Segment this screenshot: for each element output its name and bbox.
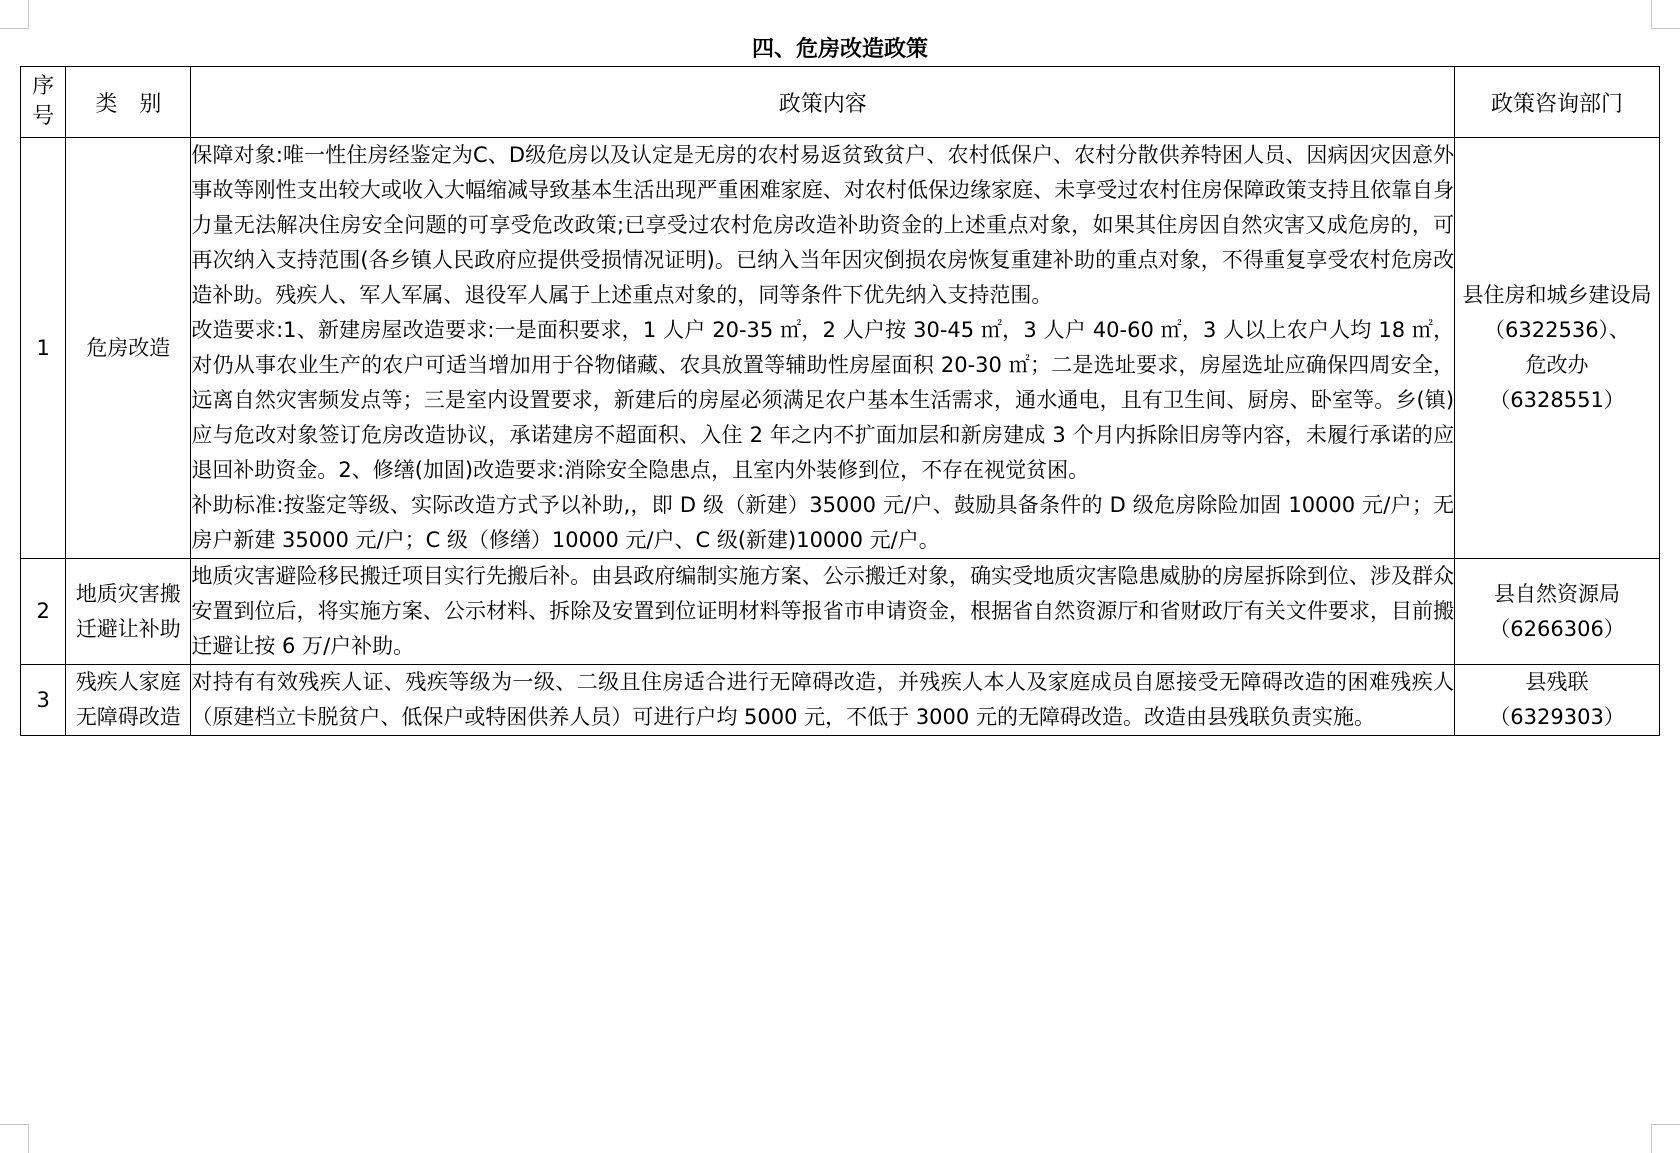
table-header-row [21, 67, 1660, 138]
crop-mark-top-right [1651, 0, 1680, 29]
row-seq: 1 [21, 138, 66, 559]
row-seq: 3 [21, 665, 66, 736]
row-category: 残疾人家庭无障碍改造 [66, 665, 191, 736]
row-content [191, 559, 1455, 665]
row-category: 危房改造 [66, 138, 191, 559]
row-seq: 2 [21, 559, 66, 665]
row-category: 地质灾害搬迁避让补助 [66, 559, 191, 665]
content-paragraph: 补助标准:按鉴定等级、实际改造方式予以补助,，即 D 级（新建）35000 元/户、鼓励具备条件的 D 级危房除险加固 10000 元/户；无房户新建 35000 元/户；C 级（修缮）10000 元/户、C 级(新建)10000 元/户。 [191, 493, 1455, 552]
crop-mark-top-left [0, 0, 29, 29]
department-line: 危改办 [1525, 353, 1589, 377]
header-seq-line1: 序 [32, 74, 55, 99]
page-title: 四、危房改造政策 [751, 37, 928, 62]
table-row [21, 665, 1660, 736]
department-line: （6266306） [1489, 616, 1625, 641]
content-paragraph: 地质灾害避险移民搬迁项目实行先搬后补。由县政府编制实施方案、公示搬迁对象，确实受地质灾害隐患威胁的房屋拆除到位、涉及群众安置到位后，将实施方案、公示材料、拆除及安置到位证明材料等报省市申请资金，根据省自然资源厅和省财政厅有关文件要求，目前搬迁避让按 6 万/户补助。 [191, 564, 1455, 658]
department-line: （6328551） [1489, 388, 1625, 412]
row-department [1455, 559, 1660, 665]
header-category: 类 别 [66, 67, 191, 138]
row-department [1455, 138, 1660, 559]
header-department: 政策咨询部门 [1455, 67, 1660, 138]
header-seq-line2: 号 [32, 104, 55, 129]
department-line: 县自然资源局 [1494, 581, 1621, 606]
crop-mark-bottom-left [0, 1124, 29, 1153]
row-department [1455, 665, 1660, 736]
content-paragraph: 保障对象:唯一性住房经鉴定为C、D级危房以及认定是无房的农村易返贫致贫户、农村低保户、农村分散供养特困人员、因病因灾因意外事故等刚性支出较大或收入大幅缩减导致基本生活出现严重困难家庭、对农村低保边缘家庭、未享受过农村住房保障政策支持且依靠自身力量无法解决住房安全问题的可享受危改政策;已享受过农村危房改造补助资金的上述重点对象，如果其住房因自然灾害又成危房的，可再次纳入支持范围(各乡镇人民政府应提供受损情况证明)。已纳入当年因灾倒损农房恢复重建补助的重点对象，不得重复享受农村危房改造补助。残疾人、军人军属、退役军人属于上述重点对象的，同等条件下优先纳入支持范围。 [191, 143, 1455, 307]
department-line: 县住房和城乡建设局（6322536）、 [1462, 283, 1652, 342]
department-line: 县残联 [1525, 670, 1589, 694]
policy-table [20, 66, 1660, 736]
table-row [21, 559, 1660, 665]
content-paragraph: 对持有有效残疾人证、残疾等级为一级、二级且住房适合进行无障碍改造，并残疾人本人及家庭成员自愿接受无障碍改造的困难残疾人（原建档立卡脱贫户、低保户或特困供养人员）可进行户均 5000 元，不低于 3000 元的无障碍改造。改造由县残联负责实施。 [191, 670, 1455, 729]
row-content [191, 138, 1455, 559]
department-line: （6329303） [1489, 705, 1625, 729]
row-content [191, 665, 1455, 736]
header-content: 政策内容 [191, 67, 1455, 138]
crop-mark-bottom-right [1651, 1124, 1680, 1153]
table-row [21, 138, 1660, 559]
header-seq [21, 67, 66, 138]
content-paragraph: 改造要求:1、新建房屋改造要求:一是面积要求，1 人户 20-35 ㎡，2 人户按 30-45 ㎡，3 人户 40-60 ㎡，3 人以上农户人均 18 ㎡，对仍从事农业生产的农户可适当增加用于谷物储藏、农具放置等辅助性房屋面积 20-30 ㎡；二是选址要求，房屋选址应确保四周安全，远离自然灾害频发点等；三是室内设置要求，新建后的房屋必须满足农户基本生活需求，通水通电，且有卫生间、厨房、卧室等。乡(镇)应与危改对象签订危房改造协议，承诺建房不超面积、入住 2 年之内不扩面加层和新房建成 3 个月内拆除旧房等内容，未履行承诺的应退回补助资金。2、修缮(加固)改造要求:消除安全隐患点，且室内外装修到位，不存在视觉贫困。 [191, 318, 1455, 482]
